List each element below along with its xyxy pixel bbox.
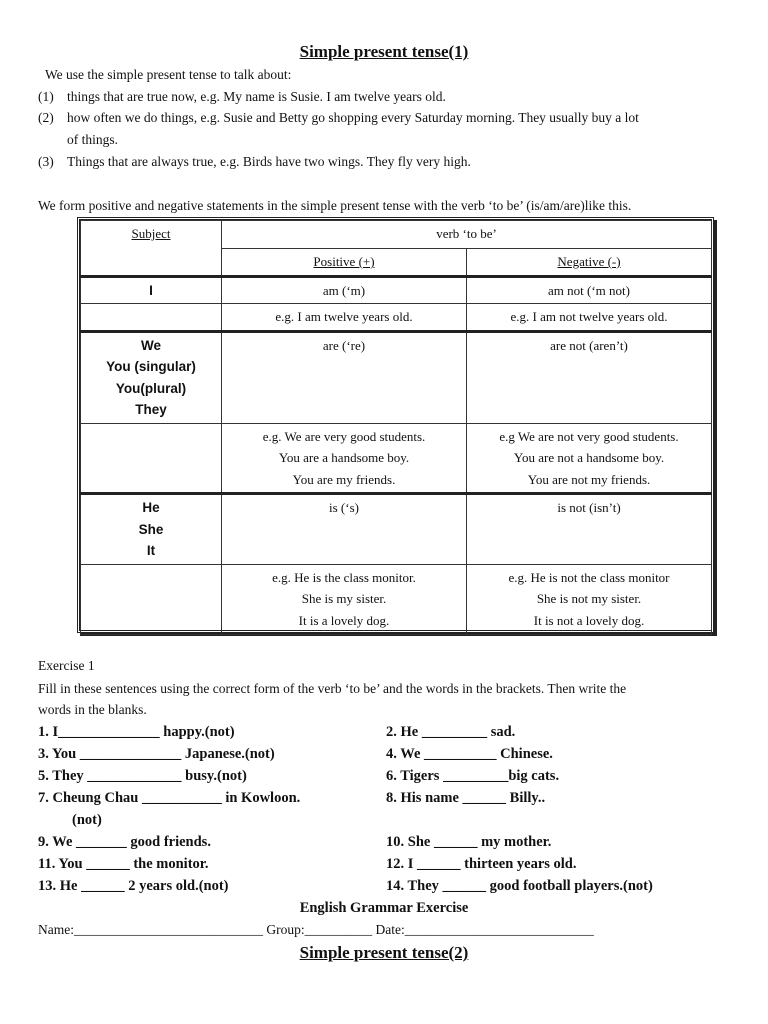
use-1-number: (1)	[38, 89, 54, 104]
negative-form-i: am not (‘m not)	[467, 276, 712, 304]
subject-line: He	[142, 500, 160, 515]
question-7: 7. Cheung Chau ___________ in Kowloon.	[38, 790, 301, 806]
question-6: 6. Tigers _________big cats.	[386, 768, 560, 784]
question-14: 14. They ______ good football players.(not)	[386, 878, 653, 894]
exercise-label: Exercise 1	[38, 658, 95, 673]
example-line: She is my sister.	[301, 591, 387, 606]
next-section-title: Simple present tense(2)	[299, 943, 469, 962]
subject-line: She	[138, 521, 164, 537]
subject-line: You(plural)	[115, 380, 187, 396]
name-group-date-line: Name:____________________________ Group:__________ Date:____________________________	[38, 922, 594, 937]
empty-cell	[81, 564, 222, 634]
empty-cell	[81, 304, 222, 332]
example-line: She is not my sister.	[536, 591, 642, 606]
use-2-continuation: of things.	[67, 132, 119, 147]
negative-header-cell	[467, 249, 712, 277]
subject-line: They	[135, 402, 167, 417]
negative-header: Negative (-)	[557, 254, 621, 269]
example-line: e.g We are not very good students.	[499, 428, 679, 444]
use-2-number: (2)	[38, 110, 54, 125]
positive-examples-are	[222, 423, 467, 494]
example-line: You are a handsome boy.	[278, 450, 410, 465]
subject-he-she-it	[81, 494, 222, 565]
page-title: Simple present tense(1)	[299, 42, 469, 61]
use-1-text: things that are true now, e.g. My name is Susie. I am twelve years old.	[67, 89, 446, 104]
question-5: 5. They _____________ busy.(not)	[38, 768, 247, 784]
example-line: e.g. He is the class monitor.	[272, 569, 416, 585]
example-line: It is not a lovely dog.	[533, 612, 645, 628]
intro-text: We use the simple present tense to talk about:	[45, 67, 292, 82]
positive-header: Positive (+)	[313, 254, 375, 269]
to-be-table	[77, 217, 714, 633]
subject-line: It	[146, 543, 156, 558]
question-10: 10. She ______ my mother.	[386, 834, 552, 850]
form-sentence: We form positive and negative statements in the simple present tense with the verb ‘to be’ (is/am/are)like this.	[38, 198, 632, 213]
use-3-number: (3)	[38, 154, 54, 169]
negative-form-are: are not (aren’t)	[467, 331, 712, 423]
question-7-continuation: (not)	[72, 812, 102, 828]
subject-we-you-they	[81, 331, 222, 423]
question-1: 1. I______________ happy.(not)	[38, 724, 235, 740]
example-line: It is a lovely dog.	[298, 612, 390, 628]
subject-header: Subject	[131, 226, 171, 241]
subject-line: I	[149, 282, 153, 298]
example-line: You are not my friends.	[527, 471, 651, 487]
positive-examples-is	[222, 564, 467, 634]
example-line: e.g. I am not twelve years old.	[510, 309, 668, 324]
question-4: 4. We __________ Chinese.	[386, 746, 553, 762]
empty-cell	[81, 423, 222, 494]
instructions-line-1: Fill in these sentences using the correct form of the verb ‘to be’ and the words in the brackets. Then write the	[38, 681, 627, 696]
negative-form-is: is not (isn’t)	[467, 494, 712, 565]
positive-form-are: are (‘re)	[222, 331, 467, 423]
positive-form-i: am (‘m)	[222, 276, 467, 304]
verb-header: verb ‘to be’	[436, 226, 497, 241]
negative-examples-is	[467, 564, 712, 634]
positive-header-cell	[222, 249, 467, 277]
positive-example-i	[222, 304, 467, 332]
subject-header-cell	[81, 221, 222, 277]
example-line: e.g. He is not the class monitor	[508, 569, 670, 585]
example-line: e.g. I am twelve years old.	[275, 309, 413, 324]
subject-i	[81, 276, 222, 304]
question-3: 3. You ______________ Japanese.(not)	[38, 746, 275, 762]
verb-header-cell	[222, 221, 712, 249]
example-line: You are my friends.	[292, 471, 396, 487]
footer-heading: English Grammar Exercise	[299, 900, 469, 916]
subject-line: We	[140, 337, 161, 353]
example-line: You are not a handsome boy.	[513, 450, 665, 465]
instructions-line-2: words in the blanks.	[38, 702, 147, 717]
example-line: e.g. We are very good students.	[262, 428, 426, 444]
question-8: 8. His name ______ Billy..	[386, 790, 546, 806]
question-11: 11. You ______ the monitor.	[38, 856, 209, 872]
subject-line: You (singular)	[106, 359, 196, 374]
use-2-text: how often we do things, e.g. Susie and Betty go shopping every Saturday morning. They usually buy a lot	[67, 110, 639, 125]
negative-examples-are	[467, 423, 712, 494]
use-3-text: Things that are always true, e.g. Birds have two wings. They fly very high.	[67, 154, 471, 169]
question-9: 9. We _______ good friends.	[38, 834, 211, 850]
question-12: 12. I ______ thirteen years old.	[386, 856, 577, 872]
negative-example-i	[467, 304, 712, 332]
positive-form-is: is (‘s)	[222, 494, 467, 565]
question-2: 2. He _________ sad.	[386, 724, 516, 740]
question-13: 13. He ______ 2 years old.(not)	[38, 878, 229, 894]
